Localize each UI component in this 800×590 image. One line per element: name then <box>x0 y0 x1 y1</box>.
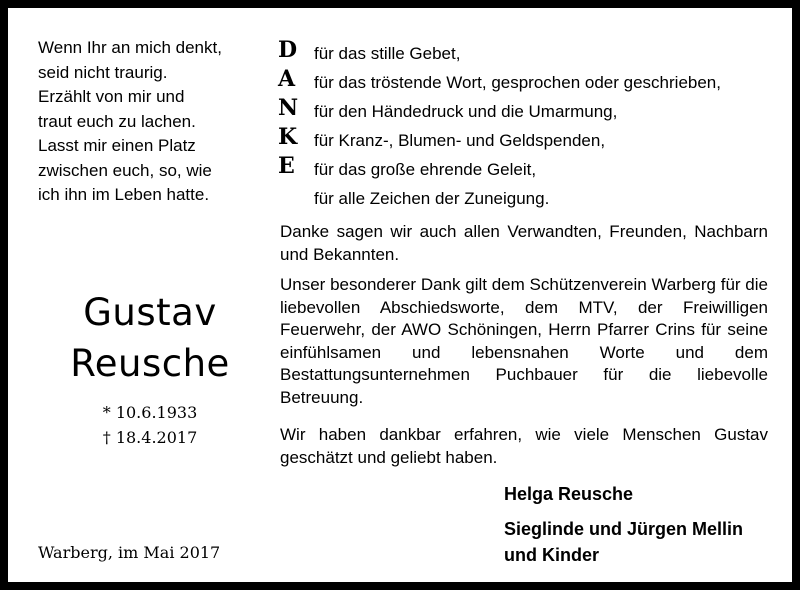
thanks-list <box>314 39 721 213</box>
poem-line: seid nicht traurig. <box>38 62 168 82</box>
signature-line: und Kinder <box>504 545 599 565</box>
poem-line: zwischen euch, so, wie <box>38 160 212 180</box>
signature-helga: Helga Reusche <box>504 484 634 504</box>
thanks-relatives-paragraph: Danke sagen wir auch allen Verwandten, Freunden, Nachbarn und Bekannten. <box>280 222 768 264</box>
death-date: † 18.4.2017 <box>102 428 198 447</box>
thanks-line: für den Händedruck und die Umarmung, <box>314 102 618 121</box>
deceased-last-name: Reusche <box>70 342 230 385</box>
thanks-line: für das stille Gebet, <box>314 44 461 63</box>
danke-letter: A <box>278 66 296 92</box>
closing-paragraph: Wir haben dankbar erfahren, wie viele Menschen Gustav geschätzt und geliebt haben. <box>280 425 768 467</box>
poem-line: Lasst mir einen Platz <box>38 136 196 155</box>
danke-letter: N <box>278 95 299 121</box>
deceased-first-name: Gustav <box>83 291 217 334</box>
danke-letter: D <box>278 37 298 63</box>
poem-line: traut euch zu lachen. <box>38 111 196 131</box>
birth-date: * 10.6.1933 <box>102 403 198 422</box>
poem-line: ich ihn im Leben hatte. <box>38 185 210 204</box>
poem-line: Erzählt von mir und <box>38 87 185 106</box>
danke-letter: K <box>278 124 298 150</box>
thanks-line: für alle Zeichen der Zuneigung. <box>314 189 550 208</box>
poem-line: Wenn Ihr an mich denkt, <box>38 38 222 57</box>
memorial-poem <box>38 36 258 208</box>
special-thanks-paragraph: Unser besonderer Dank gilt dem Schützenverein Warberg für die liebevollen Abschiedsworte, dem MTV, der Freiwilligen Feuerwehr, der AWO Schöningen, Herrn Pfarrer Crins für seine einfühlsamen und lebensnahen Worte und dem Bestattungsunternehmen Puchbauer für die liebevolle Betreuung. <box>280 275 768 407</box>
signature-family <box>504 516 743 568</box>
signature-line: Sieglinde und Jürgen Mellin <box>504 519 744 539</box>
danke-letter: E <box>278 153 295 179</box>
thanks-line: für das tröstende Wort, gesprochen oder geschrieben, <box>314 73 721 92</box>
thanks-line: für das große ehrende Geleit, <box>314 160 537 179</box>
danke-vertical-heading <box>278 36 308 181</box>
thanks-line: für Kranz-, Blumen- und Geldspenden, <box>314 131 606 150</box>
place-and-date: Warberg, im Mai 2017 <box>38 543 221 562</box>
